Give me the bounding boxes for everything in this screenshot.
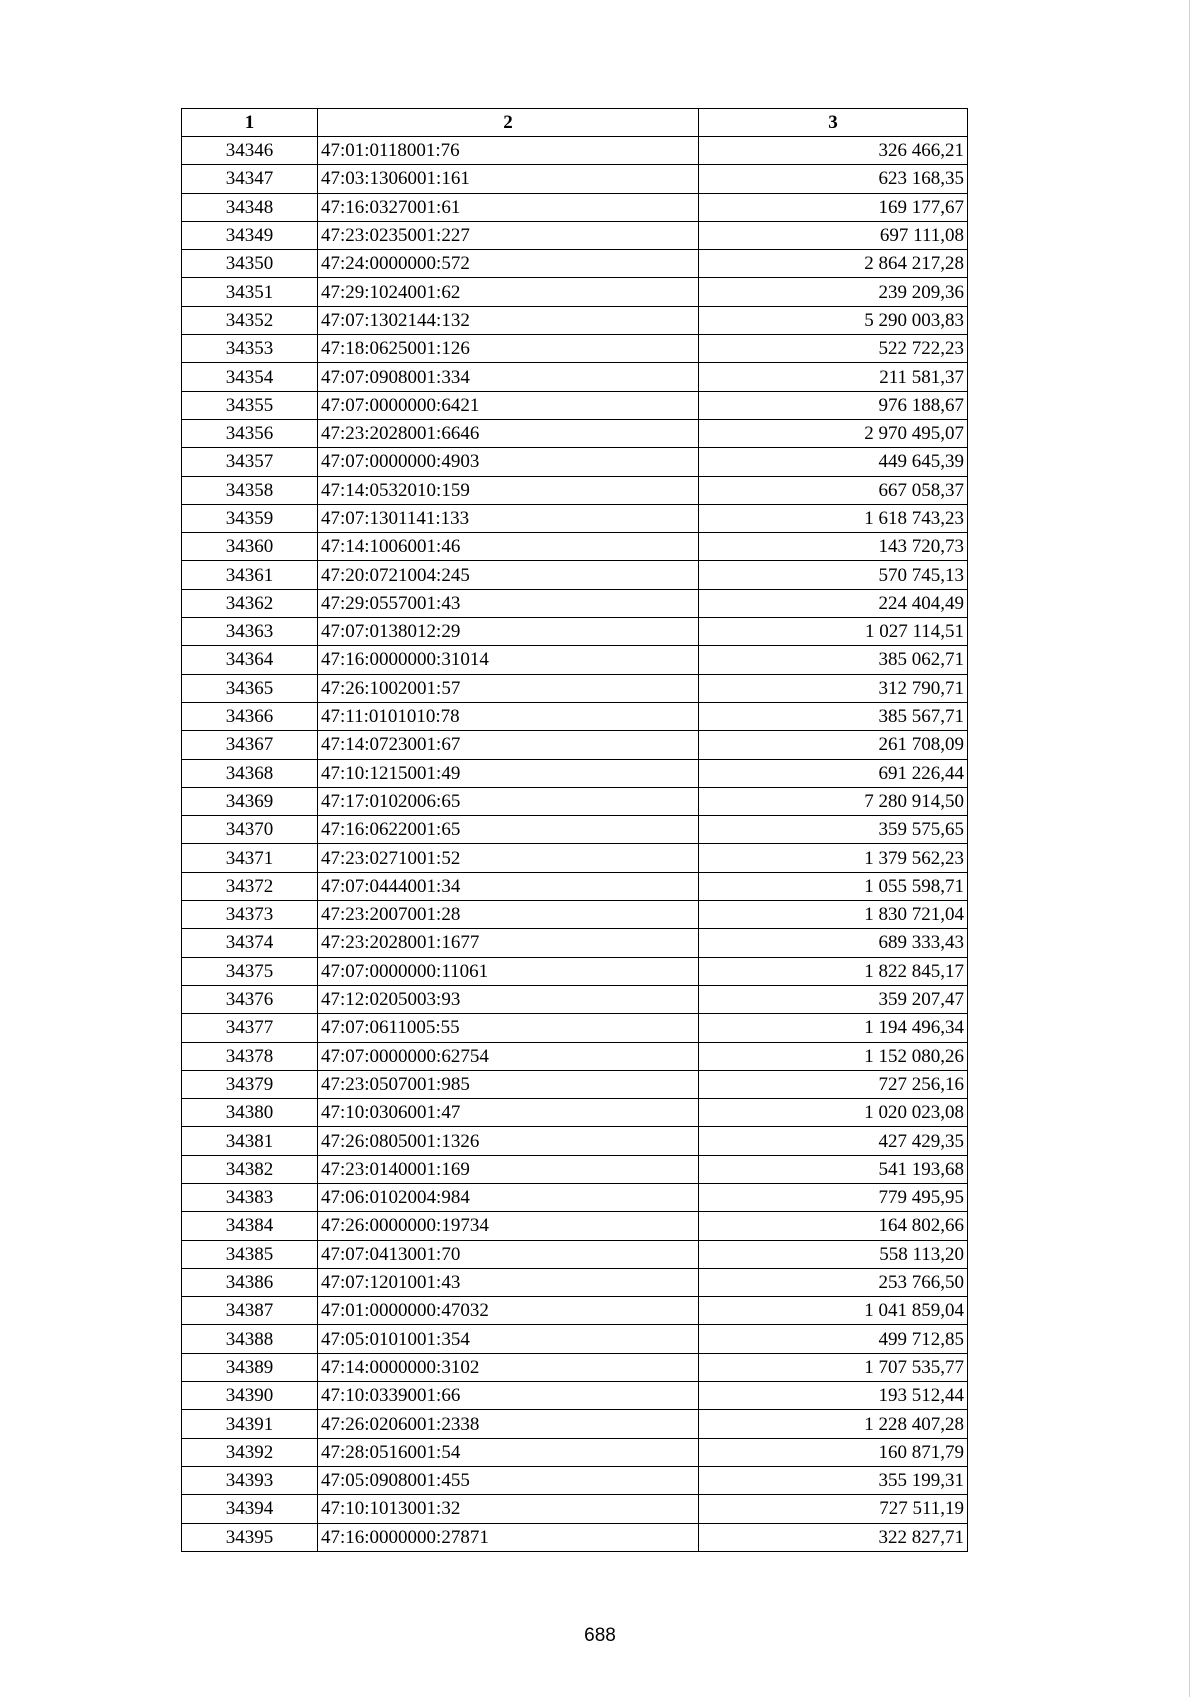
value-cell: 160 871,79 (699, 1438, 968, 1466)
row-number-cell: 34356 (182, 419, 318, 447)
cadastral-number-cell: 47:14:0000000:3102 (318, 1353, 699, 1381)
table-row (182, 1240, 968, 1268)
cadastral-number-cell: 47:14:0723001:67 (318, 731, 699, 759)
row-number-cell: 34368 (182, 759, 318, 787)
row-number-cell: 34352 (182, 306, 318, 334)
value-cell: 449 645,39 (699, 448, 968, 476)
table-row (182, 1382, 968, 1410)
value-cell: 7 280 914,50 (699, 787, 968, 815)
row-number-cell: 34374 (182, 929, 318, 957)
cadastral-number-cell: 47:10:0339001:66 (318, 1382, 699, 1410)
value-cell: 239 209,36 (699, 278, 968, 306)
row-number-cell: 34389 (182, 1353, 318, 1381)
value-cell: 1 707 535,77 (699, 1353, 968, 1381)
value-cell: 143 720,73 (699, 533, 968, 561)
row-number-cell: 34357 (182, 448, 318, 476)
row-number-cell: 34362 (182, 589, 318, 617)
row-number-cell: 34377 (182, 1014, 318, 1042)
cadastral-number-cell: 47:01:0118001:76 (318, 137, 699, 165)
value-cell: 1 041 859,04 (699, 1297, 968, 1325)
row-number-cell: 34363 (182, 618, 318, 646)
value-cell: 1 822 845,17 (699, 957, 968, 985)
table-row (182, 504, 968, 532)
cadastral-number-cell: 47:07:1201001:43 (318, 1268, 699, 1296)
value-cell: 385 567,71 (699, 702, 968, 730)
row-number-cell: 34391 (182, 1410, 318, 1438)
column-header-3: 3 (699, 109, 968, 137)
row-number-cell: 34376 (182, 985, 318, 1013)
cadastral-number-cell: 47:29:0557001:43 (318, 589, 699, 617)
value-cell: 1 618 743,23 (699, 504, 968, 532)
value-cell: 1 152 080,26 (699, 1042, 968, 1070)
cadastral-number-cell: 47:16:0622001:65 (318, 816, 699, 844)
cadastral-number-cell: 47:07:0000000:62754 (318, 1042, 699, 1070)
cadastral-number-cell: 47:10:1013001:32 (318, 1495, 699, 1523)
cadastral-number-cell: 47:23:2007001:28 (318, 901, 699, 929)
row-number-cell: 34373 (182, 901, 318, 929)
row-number-cell: 34387 (182, 1297, 318, 1325)
value-cell: 326 466,21 (699, 137, 968, 165)
cadastral-number-cell: 47:14:0532010:159 (318, 476, 699, 504)
row-number-cell: 34371 (182, 844, 318, 872)
table-row (182, 1353, 968, 1381)
value-cell: 522 722,23 (699, 335, 968, 363)
row-number-cell: 34354 (182, 363, 318, 391)
value-cell: 558 113,20 (699, 1240, 968, 1268)
table-row (182, 816, 968, 844)
value-cell: 164 802,66 (699, 1212, 968, 1240)
table-row (182, 1268, 968, 1296)
cadastral-number-cell: 47:26:0206001:2338 (318, 1410, 699, 1438)
table-row (182, 1127, 968, 1155)
table-row (182, 250, 968, 278)
row-number-cell: 34383 (182, 1183, 318, 1211)
row-number-cell: 34348 (182, 193, 318, 221)
row-number-cell: 34351 (182, 278, 318, 306)
cadastral-number-cell: 47:07:0000000:4903 (318, 448, 699, 476)
table-row (182, 221, 968, 249)
table-row (182, 476, 968, 504)
row-number-cell: 34347 (182, 165, 318, 193)
value-cell: 312 790,71 (699, 674, 968, 702)
value-cell: 5 290 003,83 (699, 306, 968, 334)
cadastral-number-cell: 47:26:0805001:1326 (318, 1127, 699, 1155)
cadastral-number-cell: 47:05:0908001:455 (318, 1466, 699, 1494)
row-number-cell: 34372 (182, 872, 318, 900)
value-cell: 976 188,67 (699, 391, 968, 419)
table-row (182, 1183, 968, 1211)
table-row (182, 985, 968, 1013)
value-cell: 697 111,08 (699, 221, 968, 249)
row-number-cell: 34349 (182, 221, 318, 249)
cadastral-number-cell: 47:07:0413001:70 (318, 1240, 699, 1268)
cadastral-number-cell: 47:17:0102006:65 (318, 787, 699, 815)
row-number-cell: 34366 (182, 702, 318, 730)
value-cell: 359 207,47 (699, 985, 968, 1013)
table-row (182, 872, 968, 900)
value-cell: 169 177,67 (699, 193, 968, 221)
row-number-cell: 34350 (182, 250, 318, 278)
table-row (182, 335, 968, 363)
value-cell: 322 827,71 (699, 1523, 968, 1551)
cadastral-number-cell: 47:14:1006001:46 (318, 533, 699, 561)
cadastral-number-cell: 47:03:1306001:161 (318, 165, 699, 193)
cadastral-number-cell: 47:05:0101001:354 (318, 1325, 699, 1353)
value-cell: 499 712,85 (699, 1325, 968, 1353)
table-row (182, 787, 968, 815)
value-cell: 355 199,31 (699, 1466, 968, 1494)
table-row (182, 193, 968, 221)
cadastral-number-cell: 47:20:0721004:245 (318, 561, 699, 589)
row-number-cell: 34385 (182, 1240, 318, 1268)
row-number-cell: 34346 (182, 137, 318, 165)
value-cell: 541 193,68 (699, 1155, 968, 1183)
table-row (182, 646, 968, 674)
row-number-cell: 34370 (182, 816, 318, 844)
table-row (182, 1297, 968, 1325)
value-cell: 1 379 562,23 (699, 844, 968, 872)
row-number-cell: 34361 (182, 561, 318, 589)
cadastral-number-cell: 47:23:2028001:1677 (318, 929, 699, 957)
cadastral-number-cell: 47:11:0101010:78 (318, 702, 699, 730)
row-number-cell: 34378 (182, 1042, 318, 1070)
row-number-cell: 34395 (182, 1523, 318, 1551)
column-header-2: 2 (318, 109, 699, 137)
cadastral-number-cell: 47:07:1302144:132 (318, 306, 699, 334)
cadastral-number-cell: 47:07:0000000:6421 (318, 391, 699, 419)
value-cell: 193 512,44 (699, 1382, 968, 1410)
cadastral-number-cell: 47:16:0327001:61 (318, 193, 699, 221)
table-row (182, 363, 968, 391)
value-cell: 385 062,71 (699, 646, 968, 674)
row-number-cell: 34353 (182, 335, 318, 363)
row-number-cell: 34392 (182, 1438, 318, 1466)
cadastral-number-cell: 47:23:0507001:985 (318, 1070, 699, 1098)
value-cell: 1 830 721,04 (699, 901, 968, 929)
value-cell: 211 581,37 (699, 363, 968, 391)
row-number-cell: 34386 (182, 1268, 318, 1296)
row-number-cell: 34394 (182, 1495, 318, 1523)
row-number-cell: 34375 (182, 957, 318, 985)
value-cell: 623 168,35 (699, 165, 968, 193)
table-row (182, 929, 968, 957)
table-row (182, 759, 968, 787)
table-row (182, 1042, 968, 1070)
value-cell: 727 511,19 (699, 1495, 968, 1523)
value-cell: 1 027 114,51 (699, 618, 968, 646)
value-cell: 359 575,65 (699, 816, 968, 844)
value-cell: 779 495,95 (699, 1183, 968, 1211)
value-cell: 691 226,44 (699, 759, 968, 787)
cadastral-number-cell: 47:26:0000000:19734 (318, 1212, 699, 1240)
table-row (182, 533, 968, 561)
row-number-cell: 34365 (182, 674, 318, 702)
table-row (182, 1410, 968, 1438)
table-row (182, 419, 968, 447)
table-row (182, 901, 968, 929)
row-number-cell: 34367 (182, 731, 318, 759)
cadastral-number-cell: 47:23:0271001:52 (318, 844, 699, 872)
table-row (182, 1014, 968, 1042)
table-row (182, 391, 968, 419)
value-cell: 727 256,16 (699, 1070, 968, 1098)
table-row (182, 1155, 968, 1183)
table-row (182, 1212, 968, 1240)
value-cell: 224 404,49 (699, 589, 968, 617)
value-cell: 427 429,35 (699, 1127, 968, 1155)
table-row (182, 1495, 968, 1523)
column-header-1: 1 (182, 109, 318, 137)
page-edge-line (1189, 0, 1190, 1697)
table-row (182, 674, 968, 702)
cadastral-number-cell: 47:10:1215001:49 (318, 759, 699, 787)
cadastral-number-cell: 47:10:0306001:47 (318, 1099, 699, 1127)
cadastral-number-cell: 47:06:0102004:984 (318, 1183, 699, 1211)
table-row (182, 137, 968, 165)
value-cell: 1 228 407,28 (699, 1410, 968, 1438)
value-cell: 570 745,13 (699, 561, 968, 589)
row-number-cell: 34364 (182, 646, 318, 674)
cadastral-number-cell: 47:07:1301141:133 (318, 504, 699, 532)
cadastral-number-cell: 47:23:0140001:169 (318, 1155, 699, 1183)
table-row (182, 1099, 968, 1127)
table-row (182, 1070, 968, 1098)
table-header-row (182, 109, 968, 137)
value-cell: 667 058,37 (699, 476, 968, 504)
row-number-cell: 34393 (182, 1466, 318, 1494)
cadastral-number-cell: 47:16:0000000:27871 (318, 1523, 699, 1551)
table-row (182, 1325, 968, 1353)
table-row (182, 844, 968, 872)
table-row (182, 448, 968, 476)
cadastral-number-cell: 47:07:0000000:11061 (318, 957, 699, 985)
table-row (182, 957, 968, 985)
cadastral-number-cell: 47:01:0000000:47032 (318, 1297, 699, 1325)
data-table (181, 108, 968, 1552)
row-number-cell: 34382 (182, 1155, 318, 1183)
row-number-cell: 34390 (182, 1382, 318, 1410)
table-row (182, 278, 968, 306)
cadastral-number-cell: 47:07:0908001:334 (318, 363, 699, 391)
table-row (182, 165, 968, 193)
cadastral-number-cell: 47:28:0516001:54 (318, 1438, 699, 1466)
value-cell: 1 020 023,08 (699, 1099, 968, 1127)
table-body (182, 137, 968, 1552)
cadastral-number-cell: 47:23:2028001:6646 (318, 419, 699, 447)
table-row (182, 618, 968, 646)
cadastral-number-cell: 47:12:0205003:93 (318, 985, 699, 1013)
table-row (182, 306, 968, 334)
row-number-cell: 34388 (182, 1325, 318, 1353)
value-cell: 2 970 495,07 (699, 419, 968, 447)
table-row (182, 561, 968, 589)
row-number-cell: 34381 (182, 1127, 318, 1155)
cadastral-number-cell: 47:07:0611005:55 (318, 1014, 699, 1042)
page-number: 688 (584, 1625, 616, 1646)
value-cell: 689 333,43 (699, 929, 968, 957)
row-number-cell: 34359 (182, 504, 318, 532)
value-cell: 1 055 598,71 (699, 872, 968, 900)
cadastral-number-cell: 47:18:0625001:126 (318, 335, 699, 363)
cadastral-number-cell: 47:07:0138012:29 (318, 618, 699, 646)
value-cell: 261 708,09 (699, 731, 968, 759)
value-cell: 253 766,50 (699, 1268, 968, 1296)
table-row (182, 589, 968, 617)
table-row (182, 731, 968, 759)
table-row (182, 1523, 968, 1551)
cadastral-number-cell: 47:26:1002001:57 (318, 674, 699, 702)
cadastral-number-cell: 47:24:0000000:572 (318, 250, 699, 278)
row-number-cell: 34379 (182, 1070, 318, 1098)
row-number-cell: 34358 (182, 476, 318, 504)
row-number-cell: 34384 (182, 1212, 318, 1240)
table-row (182, 702, 968, 730)
value-cell: 1 194 496,34 (699, 1014, 968, 1042)
cadastral-number-cell: 47:23:0235001:227 (318, 221, 699, 249)
cadastral-number-cell: 47:07:0444001:34 (318, 872, 699, 900)
row-number-cell: 34355 (182, 391, 318, 419)
cadastral-number-cell: 47:29:1024001:62 (318, 278, 699, 306)
table-row (182, 1438, 968, 1466)
row-number-cell: 34360 (182, 533, 318, 561)
cadastral-number-cell: 47:16:0000000:31014 (318, 646, 699, 674)
row-number-cell: 34369 (182, 787, 318, 815)
row-number-cell: 34380 (182, 1099, 318, 1127)
value-cell: 2 864 217,28 (699, 250, 968, 278)
table-row (182, 1466, 968, 1494)
